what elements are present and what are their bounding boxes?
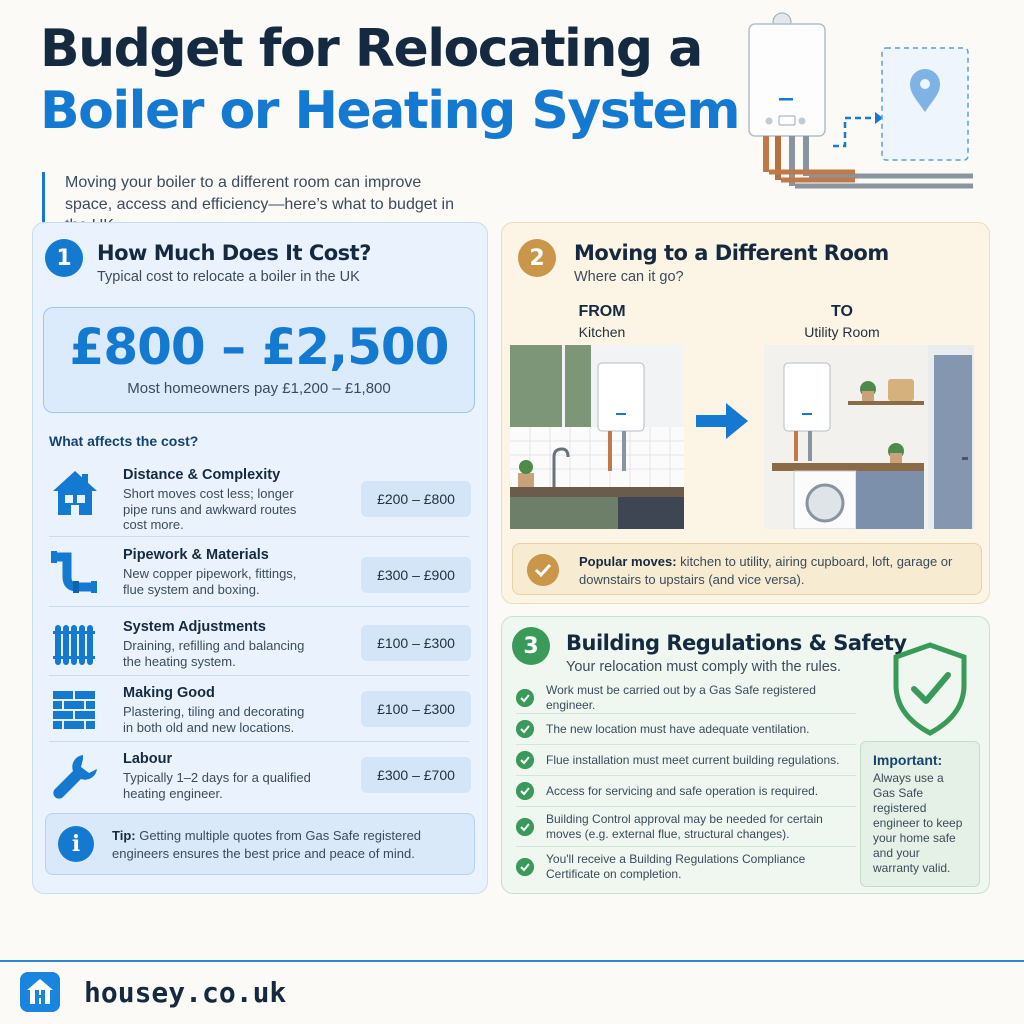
- shield-check-icon: [890, 641, 970, 737]
- factor-name: Distance & Complexity: [123, 467, 281, 483]
- factor-description: Draining, refilling and balancing the heating system.: [123, 638, 305, 669]
- title-line-2: Boiler or Heating System: [40, 81, 740, 142]
- regulations-subtitle: Your relocation must comply with the rules.: [566, 659, 842, 675]
- factor-description: Short moves cost less; longer pipe runs and awkward routes cost more.: [123, 486, 297, 533]
- check-icon: [516, 818, 534, 836]
- tip-text: [112, 827, 462, 862]
- check-icon: [516, 782, 534, 800]
- regulation-list: [516, 683, 856, 887]
- info-icon: i: [58, 826, 94, 862]
- regulation-text: Work must be carried out by a Gas Safe registered engineer.: [546, 683, 816, 712]
- popular-moves-box: [512, 543, 982, 595]
- move-title: Moving to a Different Room: [574, 241, 889, 265]
- pipe-icon: [49, 547, 101, 599]
- to-room: Utility Room: [804, 324, 880, 340]
- page-title: [40, 18, 740, 143]
- factor-name: Making Good: [123, 685, 215, 701]
- boiler-icon: [749, 13, 825, 186]
- wrench-icon: [49, 751, 101, 803]
- check-icon: [516, 751, 534, 769]
- regulation-item: [516, 714, 856, 745]
- house-icon: [49, 467, 101, 519]
- check-icon: [516, 720, 534, 738]
- brand-name[interactable]: housey.co.uk: [84, 976, 287, 1009]
- factor-row: [43, 467, 475, 531]
- brick-wall-icon: [49, 685, 101, 737]
- factor-cost: £100 – £300: [361, 691, 471, 727]
- check-circle-icon: [527, 554, 559, 586]
- regulation-item: [516, 847, 856, 887]
- price-range: £800 – £2,500: [69, 318, 449, 376]
- factor-row: [43, 619, 475, 675]
- tip-body: Getting multiple quotes from Gas Safe registered engineers ensures the best price and peace of mind.: [112, 828, 422, 861]
- regulation-item: [516, 807, 856, 847]
- factor-row: [43, 685, 475, 741]
- move-subtitle: Where can it go?: [574, 269, 684, 285]
- factor-name: System Adjustments: [123, 619, 266, 635]
- step-badge-2: 2: [518, 239, 556, 277]
- factor-name: Labour: [123, 751, 173, 767]
- tip-box: [45, 813, 475, 875]
- from-label: FROM: [578, 303, 626, 320]
- cost-card: [32, 222, 488, 894]
- factor-description: New copper pipework, fittings, flue system and boxing.: [123, 566, 297, 597]
- utility-room-scene: [764, 345, 974, 529]
- boiler-relocation-illustration: [745, 8, 975, 198]
- regulations-card: [501, 616, 990, 894]
- cost-subtitle: Typical cost to relocate a boiler in the UK: [97, 269, 360, 285]
- title-line-1: Budget for Relocating a: [40, 19, 702, 79]
- regulations-title: Building Regulations & Safety: [566, 631, 907, 655]
- popular-body: kitchen to utility, airing cupboard, loft, garage or downstairs to upstairs (and vice versa).: [579, 554, 953, 587]
- footer-divider: [0, 960, 1024, 962]
- price-box: [43, 307, 475, 413]
- divider: [49, 741, 469, 742]
- factor-cost: £100 – £300: [361, 625, 471, 661]
- move-card: [501, 222, 990, 604]
- intro-text: Moving your boiler to a different room can improve space, access and efficiency—here’s what to budget in: [42, 172, 472, 237]
- factor-row: [43, 547, 475, 607]
- divider: [49, 606, 469, 607]
- divider: [49, 675, 469, 676]
- step-badge-1: 1: [45, 239, 83, 277]
- factor-cost: £200 – £800: [361, 481, 471, 517]
- regulation-item: [516, 683, 856, 714]
- regulation-text: Access for servicing and safe operation is required.: [546, 783, 819, 798]
- tip-label: Tip:: [112, 828, 136, 843]
- important-text: Always use a Gas Safe registered engineer to keep your home safe and your warranty valid.: [873, 771, 963, 875]
- check-icon: [516, 689, 534, 707]
- factor-description: Plastering, tiling and decorating in both old and new locations.: [123, 704, 305, 735]
- step-badge-3: 3: [512, 627, 550, 665]
- to-label: TO: [831, 303, 853, 320]
- popular-label: Popular moves:: [579, 554, 677, 569]
- regulation-item: [516, 745, 856, 776]
- regulation-item: [516, 776, 856, 807]
- check-icon: [516, 858, 534, 876]
- cost-title: How Much Does It Cost?: [97, 241, 371, 265]
- regulation-text: Flue installation must meet current building regulations.: [546, 752, 840, 767]
- arrow-right-icon: [692, 399, 752, 443]
- factor-row: [43, 751, 475, 807]
- important-box: [860, 741, 980, 887]
- factor-name: Pipework & Materials: [123, 547, 269, 563]
- price-note: Most homeowners pay £1,200 – £1,800: [127, 380, 391, 397]
- regulation-text: Building Control approval may be needed for certain moves (e.g. external flue, structural changes).: [546, 811, 823, 841]
- housey-logo-icon: [20, 972, 60, 1012]
- regulation-text: The new location must have adequate ventilation.: [546, 721, 810, 736]
- important-title: Important:: [873, 752, 943, 768]
- regulation-text: You'll receive a Building Regulations Compliance Certificate on completion.: [546, 852, 806, 881]
- affects-heading: What affects the cost?: [49, 433, 199, 449]
- factor-description: Typically 1–2 days for a qualified heating engineer.: [123, 770, 311, 801]
- radiator-icon: [49, 619, 101, 671]
- popular-moves-text: [579, 553, 979, 588]
- factor-cost: £300 – £700: [361, 757, 471, 793]
- kitchen-scene: [510, 345, 684, 529]
- factor-cost: £300 – £900: [361, 557, 471, 593]
- from-room: Kitchen: [578, 324, 626, 340]
- divider: [49, 536, 469, 537]
